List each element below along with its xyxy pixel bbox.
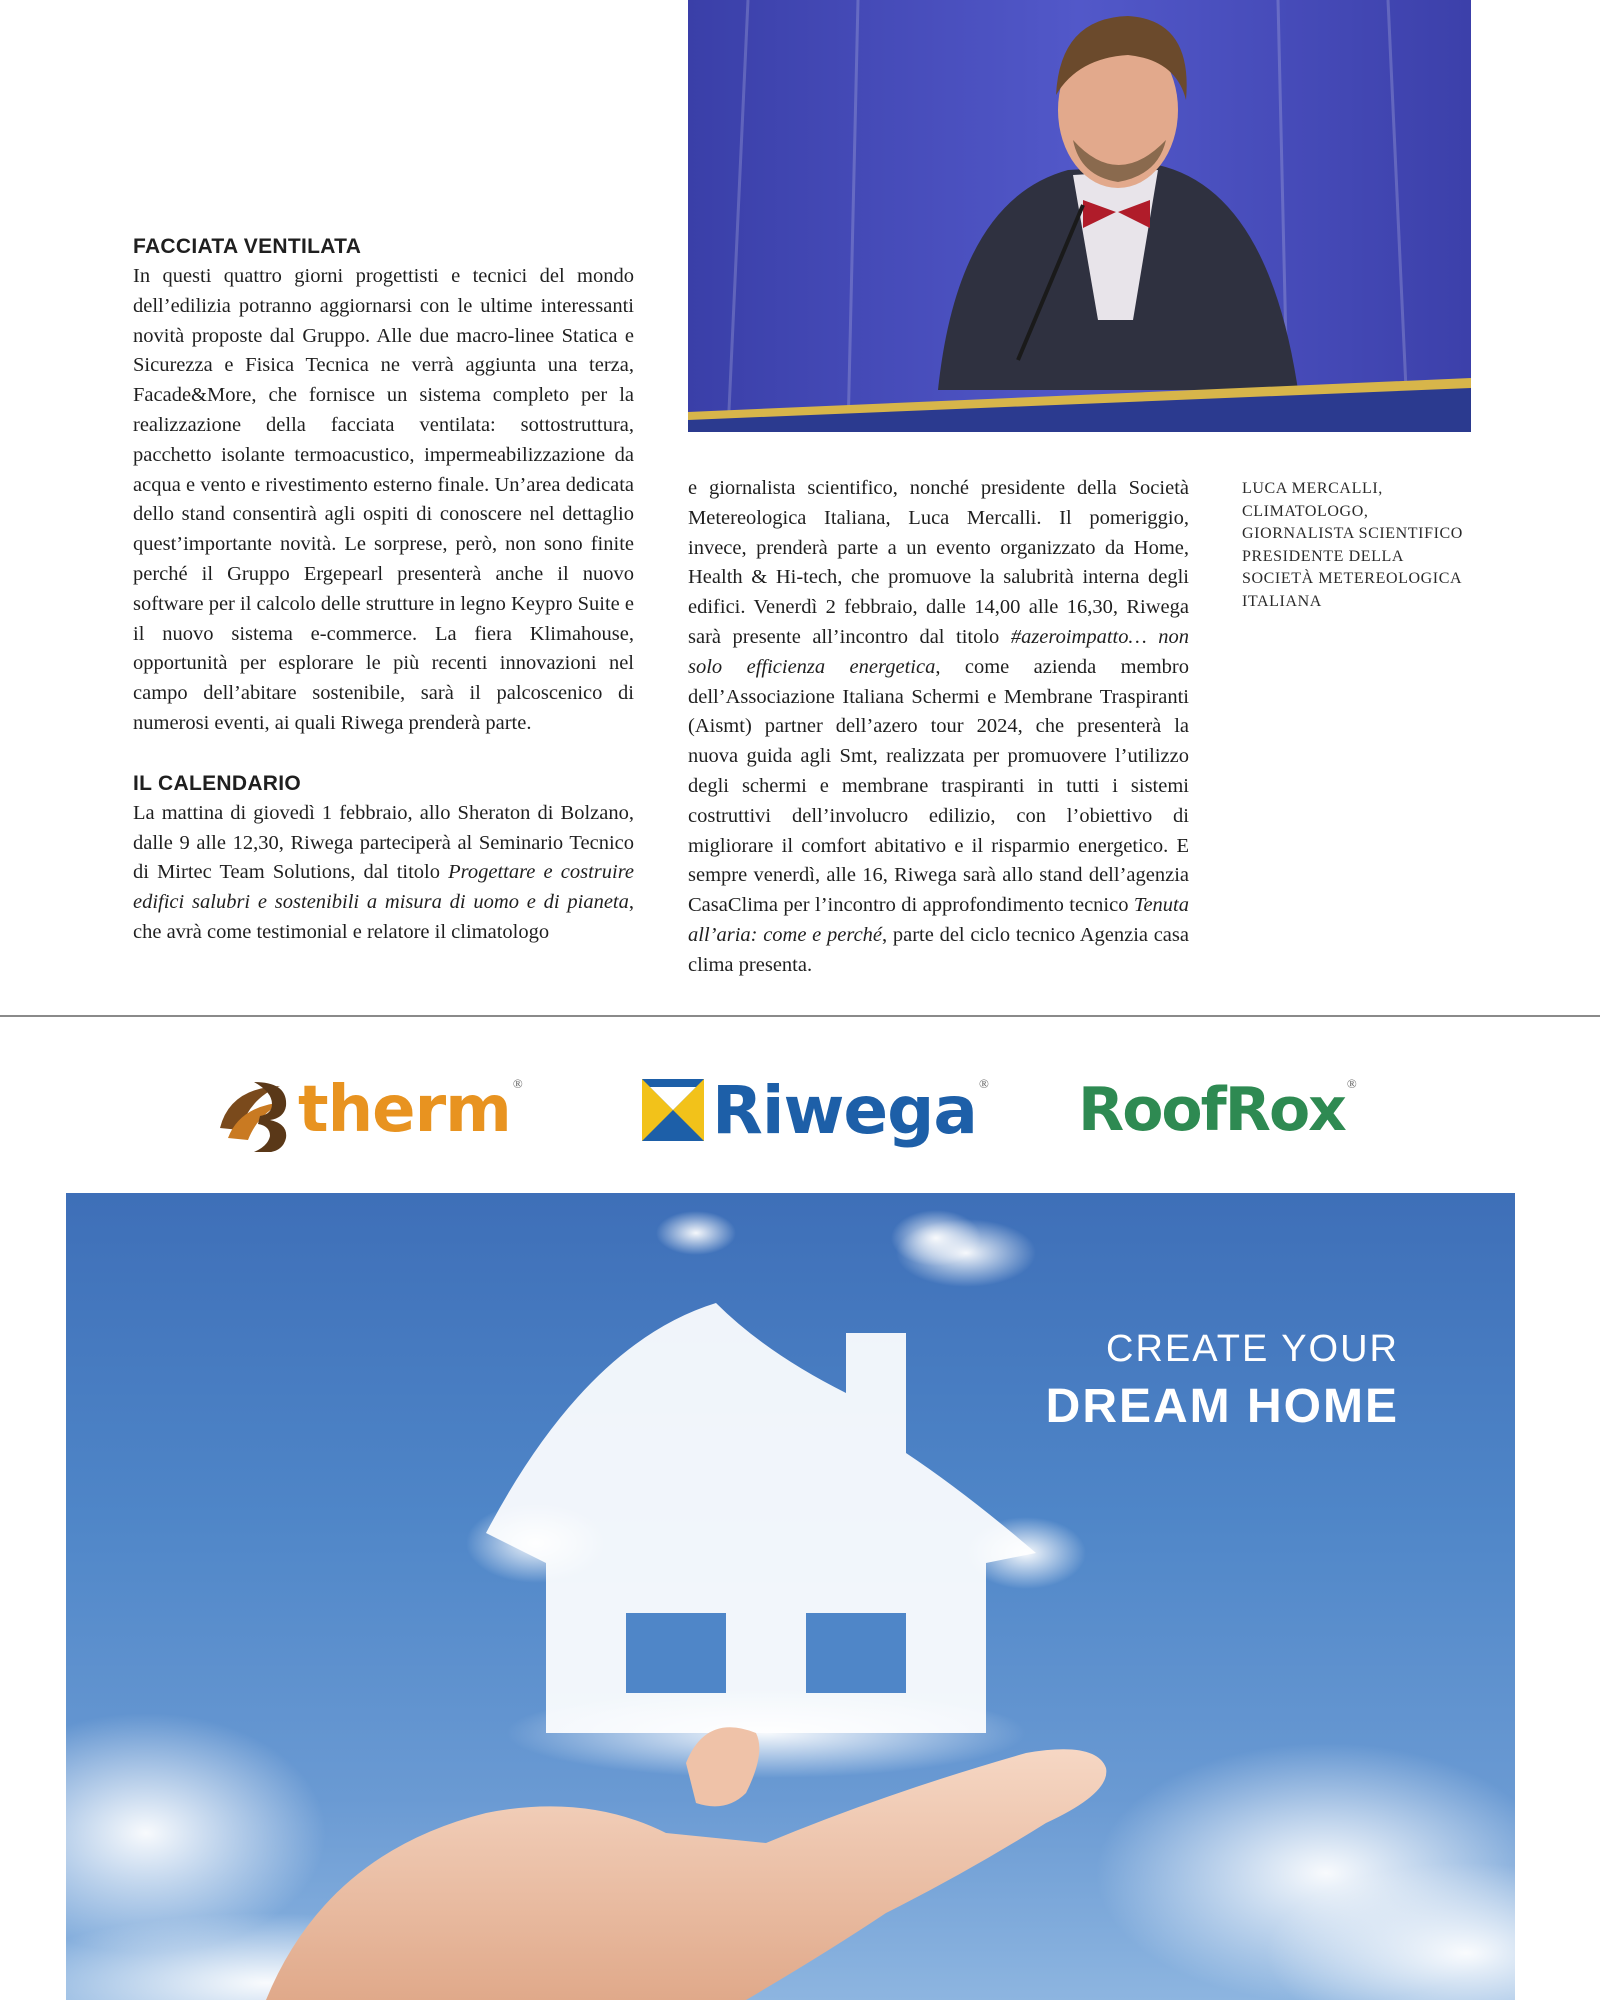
paragraph-continued-text-c: , parte del ciclo tecnico Agenzia casa clima presenta. [688, 923, 1189, 976]
paragraph-facciata: In questi quattro giorni progettisti e tecnici del mondo dell’edilizia potranno aggiornarsi con le ultime interessanti novità proposte dal Gruppo. Alle due macro-linee Statica e Sicurezza e Fisica Tecnica ne verrà aggiunta una terza, Facade&More, che fornisce un sistema completo per la realizzazione della facciata ventilata: sottostruttura, pacchetto isolante termoacustico, impermeabilizzazione da acqua e vento e rivestimento esterno finale. Un’area dedicata dello stand consentirà agli ospiti di conoscere nel dettaglio quest’importante novità. Le sorprese, però, non sono finite perché il Gruppo Ergepearl presenterà anche il nuovo software per il calcolo delle strutture in legno Keypro Suite e il nuovo sistema e-commerce. La fiera Klimahouse, opportunità per esplorare le più recenti innovazioni nel campo dell’abitare sostenibile, sarà il palcoscenico di numerosi eventi, ai quali Riwega prenderà parte. [133, 265, 634, 734]
riwega-emblem-icon [642, 1079, 704, 1141]
3therm-registered: ® [512, 1076, 523, 1091]
riwega-wordmark: Riwega [712, 1071, 977, 1149]
riwega-logo [642, 1060, 989, 1160]
dream-home-advertisement [66, 1193, 1515, 2000]
roofrox-logo [1078, 1060, 1357, 1160]
paragraph-calendario-text-a: La mattina di giovedì 1 febbraio, allo Sheraton di Bolzano, dalle 9 alle 12,30, Riwega parteciperà al Seminario Tecnico di Mirtec Team Solutions, dal titolo [133, 801, 634, 884]
ad-tagline-bottom: DREAM HOME [1045, 1380, 1399, 1433]
article-column-right [688, 474, 1189, 981]
roofrox-registered: ® [1346, 1076, 1357, 1091]
ad-tagline-top: CREATE YOUR [1106, 1328, 1399, 1370]
3therm-swoosh-icon [210, 1068, 294, 1152]
paragraph-continued [688, 474, 1189, 981]
paragraph-calendario [133, 799, 634, 948]
speaker-photo [688, 0, 1471, 432]
section-heading-calendario: IL CALENDARIO [133, 771, 302, 795]
brand-logos [0, 1060, 1600, 1160]
roofrox-wordmark: RoofRox [1078, 1075, 1345, 1145]
3therm-wordmark: therm [298, 1073, 511, 1147]
event-title-azeroimpatto: #azeroimpatto… non solo efficienza energetica [688, 625, 1189, 678]
cloud-house-hand-illustration [66, 1193, 1515, 2000]
section-heading-facciata: FACCIATA VENTILATA [133, 235, 362, 258]
3therm-logo [210, 1060, 523, 1160]
photo-caption: LUCA MERCALLI, CLIMATOLOGO, GIORNALISTA SCIENTIFICO PRESIDENTE DELLA SOCIETÀ METEREOLOGICA ITALIANA [1242, 480, 1463, 610]
page-divider [0, 1015, 1600, 1017]
paragraph-continued-text-b: , come azienda membro dell’Associazione Italiana Schermi e Membrane Traspiranti (Aismt) partner dell’azero tour 2024, che presenterà la nuova guida agli Smt, realizzata per promuovere l’utilizzo degli schermi e membrane traspiranti in tutti i sistemi costruttivi dell’involucro edilizio, con l’obiettivo di migliorare il comfort abitativo e il risparmio energetico. E sempre venerdì, alle 16, Riwega sarà allo stand dell’agenzia CasaClima per l’incontro di approfondimento tecnico [688, 655, 1190, 917]
event-title-tenuta: Tenuta all’aria: come e perché [688, 894, 1189, 946]
paragraph-calendario-text-b: , che avrà come testimonial e relatore il climatologo [133, 891, 634, 943]
seminar-title: Progettare e costruire edifici salubri e sostenibili a misura di uomo e di pianeta [133, 861, 635, 914]
paragraph-continued-text-a: e giornalista scientifico, nonché presidente della Società Metereologica Italiana, Luca Mercalli. Il pomeriggio, invece, prenderà parte a un evento organizzato da Home, Health & Hi-tech, che promuove la salubrità interna degli edifici. Venerdì 2 febbraio, dalle 14,00 alle 16,30, Riwega sarà presente all’incontro dal titolo [688, 477, 1189, 648]
article-column-left [133, 232, 634, 948]
speaker-illustration [688, 0, 1471, 432]
riwega-registered: ® [978, 1076, 989, 1091]
